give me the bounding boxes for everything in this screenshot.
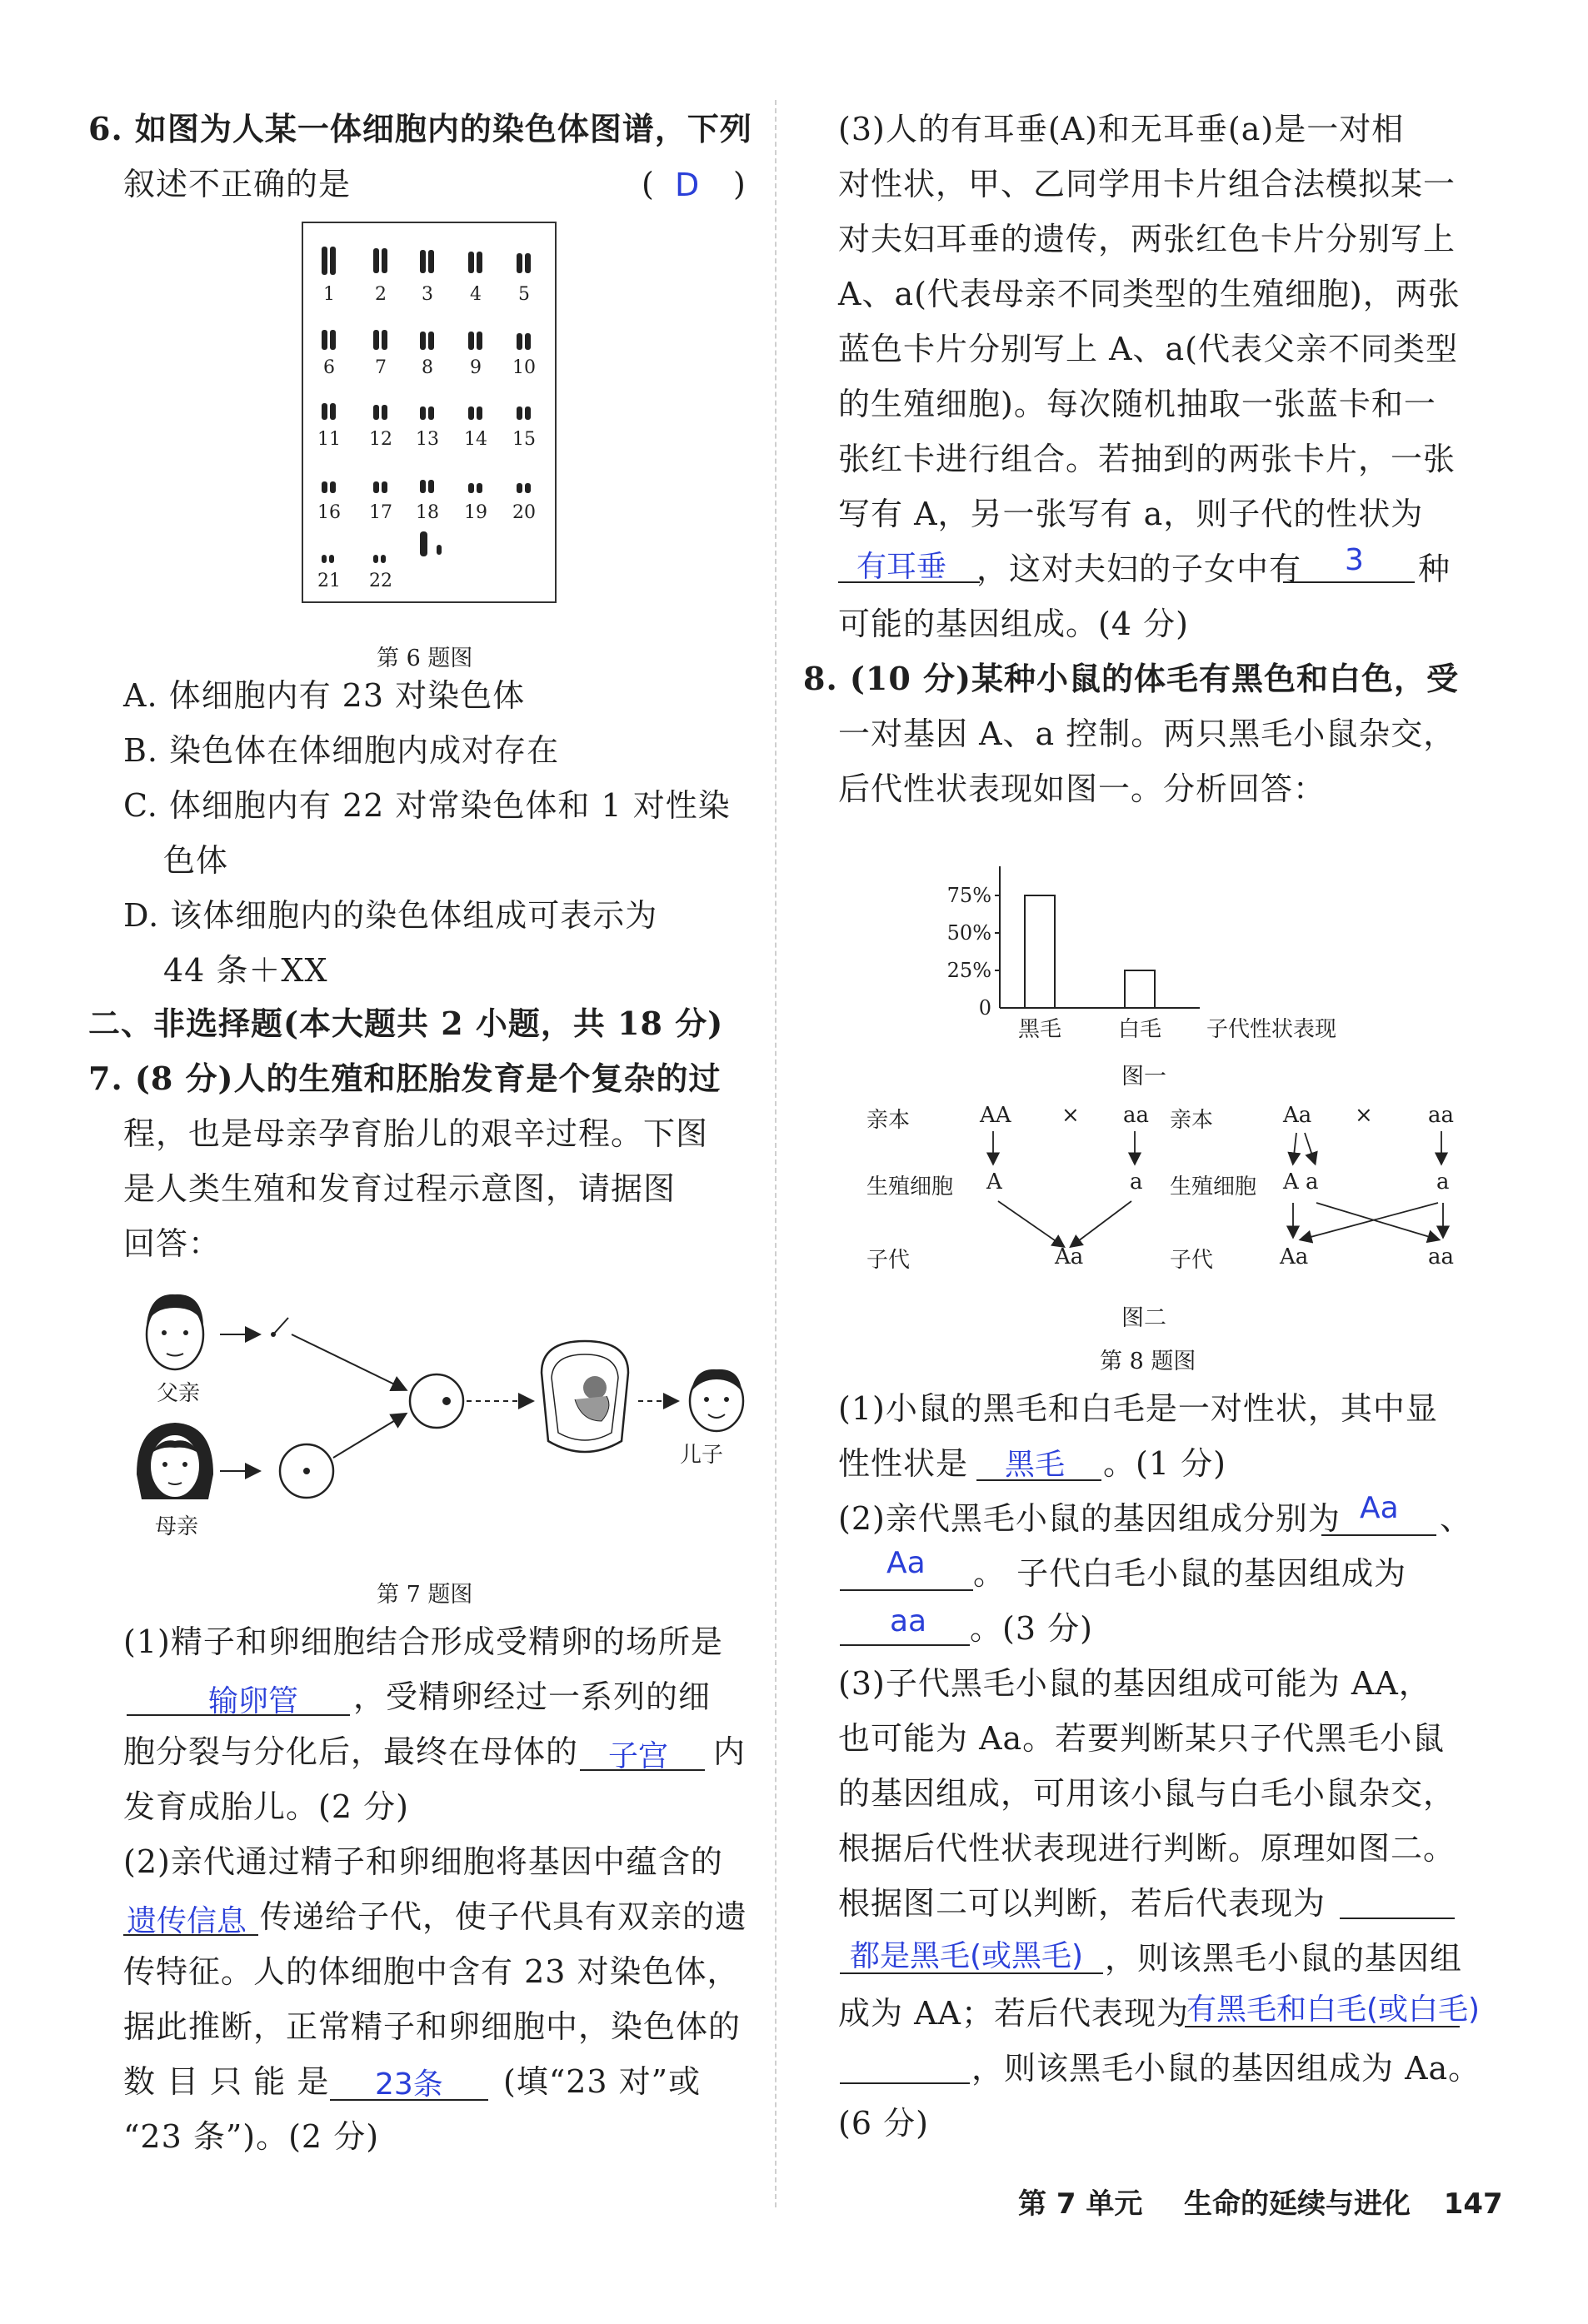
- son-label: 儿子: [680, 1443, 724, 1468]
- q7-part2-answer2: 23条: [375, 2067, 443, 2102]
- q7-stem-line4: 回答：: [123, 1225, 222, 1262]
- q7-part2-line4: 据此推断，正常精子和卵细胞中，染色体的: [123, 2008, 742, 2045]
- q8-part3-line4: 根据后代性状表现进行判断。原理如图二。: [838, 1830, 1456, 1867]
- q7-stem-line2: 程，也是母亲孕育胎儿的艰辛过程。下图: [123, 1115, 709, 1152]
- page-footer: [1018, 2181, 1503, 2222]
- q8-part1-answer: 黑毛: [1005, 1448, 1066, 1482]
- q8-part3-line6: ，则该黑毛小鼠的基因组: [1105, 1940, 1463, 1977]
- y-tick-label: 25%: [946, 959, 991, 982]
- karyotype-label: 4: [470, 284, 482, 305]
- q8-stem-line3: 后代性状表现如图一。分析回答：: [838, 771, 1326, 807]
- q7-part3-line8: 写有 A，另一张写有 a，则子代的性状为: [838, 496, 1424, 532]
- q6-stem-line1: 6. 如图为人某一体细胞内的染色体图谱，下列: [88, 110, 752, 147]
- q7-part2-line5b: (填“23 对”或: [503, 2063, 702, 2100]
- q8-part2-line1a: (2)亲代黑毛小鼠的基因组成分别为: [838, 1500, 1341, 1537]
- left-offspring1: Aa: [1055, 1244, 1084, 1269]
- y-tick-label: 75%: [946, 884, 991, 907]
- q7-part1-line2: ，受精卵经过一系列的细: [353, 1678, 712, 1715]
- q7-part1-line4: 发育成胎儿。(2 分): [123, 1788, 409, 1825]
- q8-part2-line2: 。 子代白毛小鼠的基因组成为: [973, 1555, 1407, 1592]
- q8-part2-answer2: Aa: [886, 1546, 926, 1580]
- x-axis-label: 子代性状表现: [1206, 1017, 1337, 1042]
- right-parent1: Aa: [1283, 1103, 1312, 1128]
- q8-part2-answer3: aa: [890, 1604, 927, 1638]
- right-parent2: aa: [1428, 1103, 1455, 1128]
- q8-part3-line2: 也可能为 Aa。若要判断某只子代黑毛小鼠: [838, 1720, 1446, 1757]
- q7-part2-line5a: 数 目 只 能 是: [123, 2063, 330, 2100]
- q8-part2-line3: 。(3 分): [970, 1610, 1093, 1647]
- q8-part2-answer1: Aa: [1360, 1491, 1399, 1525]
- q7-part1-answer1: 输卵管: [208, 1684, 299, 1718]
- karyotype-label: 9: [470, 357, 482, 378]
- bar: [1125, 970, 1155, 1008]
- left-gamete-label: 生殖细胞: [866, 1174, 954, 1199]
- q7-part3-line6: 的生殖细胞)。每次随机抽取一张蓝卡和一: [838, 386, 1436, 422]
- karyotype-label: 12: [369, 429, 392, 450]
- y-tick-label: 0: [978, 996, 991, 1020]
- father-face-icon: [147, 1294, 203, 1369]
- uterus-fetus-icon: [542, 1341, 628, 1452]
- q6-paren-close: ): [733, 166, 747, 202]
- q8-part3-blank2a: [1185, 2026, 1460, 2027]
- figure2-caption: 图二: [1121, 1305, 1166, 1331]
- q8-part2-blank1: [1321, 1534, 1436, 1536]
- q8-part3-line3: 的基因组成，可用该小鼠与白毛小鼠杂交，: [838, 1775, 1456, 1812]
- q8-part1-line1: (1)小鼠的黑毛和白毛是一对性状，其中显: [838, 1390, 1438, 1427]
- q7-part3-blank2: [1283, 581, 1415, 583]
- q7-part2-blank1: [123, 1934, 258, 1936]
- q7-part3-line7: 张红卡进行组合。若抽到的两张卡片，一张: [838, 441, 1456, 477]
- egg-cell-icon: [280, 1444, 333, 1498]
- karyotype-label: 7: [375, 357, 387, 378]
- x-category-label: 黑毛: [1017, 1017, 1062, 1042]
- q8-part2-blank2: [840, 1589, 973, 1591]
- q7-stem-line1: 7. (8 分)人的生殖和胚胎发育是个复杂的过: [88, 1060, 722, 1097]
- q8-part1-line2b: 。(1 分): [1103, 1445, 1226, 1482]
- karyotype-figure: [302, 222, 557, 603]
- karyotype-label: 1: [323, 284, 335, 305]
- q8-part3-blank2b: [840, 2082, 970, 2084]
- q7-part2-line2: 传递给子代，使子代具有双亲的遗: [260, 1898, 748, 1935]
- reproduction-diagram: [125, 1274, 758, 1549]
- q7-part1-answer2: 子宫: [608, 1739, 669, 1773]
- mother-face-icon: [137, 1423, 213, 1499]
- q8-part3-line8: ，则该黑毛小鼠的基因组成为 Aa。: [971, 2050, 1481, 2087]
- right-offspring-label: 子代: [1170, 1248, 1214, 1273]
- q8-part3-blank1b: [840, 1972, 1103, 1974]
- right-gamete-label: 生殖细胞: [1170, 1174, 1257, 1199]
- right-parent-label: 亲本: [1170, 1108, 1214, 1133]
- q8-stem-line1: 8. (10 分)某种小鼠的体毛有黑色和白色，受: [803, 660, 1459, 697]
- q7-part1-line3b: 内: [713, 1733, 747, 1770]
- footer-unit: 第 7 单元: [1018, 2187, 1143, 2221]
- left-offspring-label: 子代: [866, 1248, 911, 1273]
- karyotype-label: 22: [369, 571, 392, 591]
- q7-part3-answer1: 有耳垂: [856, 550, 947, 584]
- x-category-label: 白毛: [1117, 1017, 1162, 1042]
- figure1-caption: 图一: [1121, 1064, 1166, 1090]
- q6-option-d-line2: 44 条＋XX: [163, 952, 328, 989]
- sperm-icon: [271, 1318, 288, 1337]
- q7-part3-line9b: 种: [1418, 551, 1451, 587]
- q8-part1-line2a: 性性状是: [838, 1445, 969, 1482]
- q7-part3-line10: 可能的基因组成。(4 分): [838, 606, 1189, 642]
- karyotype-label: 17: [369, 502, 392, 523]
- q6-answer: D: [675, 167, 700, 203]
- karyotype-chromosomes: [303, 223, 555, 601]
- q6-figure-caption: 第 6 题图: [377, 646, 473, 671]
- q7-part3-line2: 对性状，甲、乙同学用卡片组合法模拟某一: [838, 166, 1456, 202]
- q7-figure-caption: 第 7 题图: [377, 1582, 473, 1608]
- q6-option-c-line1: C. 体细胞内有 22 对常染色体和 1 对性染: [123, 787, 731, 824]
- karyotype-label: 2: [375, 284, 387, 305]
- karyotype-label: 6: [323, 357, 335, 378]
- karyotype-label: 3: [422, 284, 433, 305]
- q8-part3-line5: 根据图二可以判断，若后代表现为: [838, 1885, 1326, 1922]
- left-parent1: AA: [980, 1103, 1011, 1128]
- right-offspring1: Aa: [1280, 1244, 1309, 1269]
- right-cross-symbol: ×: [1355, 1103, 1373, 1128]
- q8-part3-line9: (6 分): [838, 2105, 929, 2142]
- section-2-heading: 二、非选择题(本大题共 2 小题，共 18 分): [88, 1005, 724, 1042]
- karyotype-label: 20: [512, 502, 536, 523]
- footer-page-number: 147: [1443, 2187, 1503, 2221]
- q6-option-a: A. 体细胞内有 23 对染色体: [123, 677, 526, 714]
- q6-option-d-line1: D. 该体细胞内的染色体组成可表示为: [123, 897, 658, 934]
- son-face-icon: [690, 1369, 743, 1431]
- reproduction-diagram-svg: [125, 1274, 758, 1549]
- q7-part2-line3: 传特征。人的体细胞中含有 23 对染色体，: [123, 1953, 740, 1990]
- left-gamete1: A: [986, 1169, 1002, 1194]
- karyotype-label: 10: [512, 357, 536, 378]
- q8-part2-blank3: [840, 1644, 970, 1646]
- q7-part3-line9a: ，这对夫妇的子女中有: [976, 551, 1302, 587]
- q8-part3-answer2: 有黑毛和白毛(或白毛): [1186, 1992, 1481, 2027]
- q8-figure-caption: 第 8 题图: [1100, 1349, 1196, 1374]
- mother-label: 母亲: [155, 1514, 199, 1539]
- karyotype-label: 8: [422, 357, 433, 378]
- q6-option-b: B. 染色体在体细胞内成对存在: [123, 732, 560, 769]
- karyotype-label: 19: [464, 502, 487, 523]
- right-gamete2: a: [1436, 1169, 1450, 1194]
- karyotype-label: 18: [416, 502, 439, 523]
- q6-paren-open: (: [642, 166, 655, 202]
- karyotype-label: 15: [512, 429, 536, 450]
- column-divider: [775, 100, 777, 2207]
- q6-stem-line2: 叙述不正确的是: [123, 166, 352, 202]
- q8-part3-line7: 成为 AA；若后代表现为: [838, 1995, 1189, 2032]
- cross-diagram: [866, 1100, 1500, 1291]
- q8-part3-blank1a: [1340, 1918, 1455, 1919]
- q7-part3-answer2: 3: [1345, 543, 1364, 577]
- left-cross-symbol: ×: [1061, 1103, 1080, 1128]
- q7-part3-line4: A、a(代表母亲不同类型的生殖细胞)，两张: [838, 276, 1461, 312]
- zygote-icon: [410, 1374, 463, 1428]
- footer-title: 生命的延续与进化: [1184, 2187, 1411, 2221]
- karyotype-label: 21: [317, 571, 341, 591]
- q7-part2-answer1: 遗传信息: [127, 1904, 247, 1938]
- karyotype-label: 16: [317, 502, 341, 523]
- q7-part1-line1: (1)精子和卵细胞结合形成受精卵的场所是: [123, 1623, 723, 1660]
- karyotype-label: 5: [518, 284, 530, 305]
- y-tick-label: 50%: [946, 921, 991, 945]
- q7-stem-line3: 是人类生殖和发育过程示意图，请据图: [123, 1170, 677, 1207]
- q7-part3-line1: (3)人的有耳垂(A)和无耳垂(a)是一对相: [838, 111, 1405, 147]
- q8-part3-answer1: 都是黑毛(或黑毛): [850, 1939, 1084, 1973]
- q8-part3-line1: (3)子代黑毛小鼠的基因组成可能为 AA，: [838, 1665, 1431, 1702]
- q8-part2-line1b: 、: [1440, 1500, 1473, 1537]
- q8-stem-line2: 一对基因 A、a 控制。两只黑毛小鼠杂交，: [838, 716, 1456, 752]
- offspring-bar-chart: [925, 841, 1425, 1058]
- q7-part2-line1: (2)亲代通过精子和卵细胞将基因中蕴含的: [123, 1843, 723, 1880]
- q7-part1-line3a: 胞分裂与分化后，最终在母体的: [123, 1733, 579, 1770]
- left-gamete2: a: [1130, 1169, 1143, 1194]
- bar: [1025, 895, 1055, 1008]
- right-gamete1: A a: [1283, 1169, 1319, 1194]
- karyotype-label: 13: [416, 429, 439, 450]
- left-parent2: aa: [1123, 1103, 1150, 1128]
- father-label: 父亲: [157, 1381, 201, 1406]
- karyotype-label: 11: [317, 429, 341, 450]
- q6-option-c-line2: 色体: [163, 842, 229, 879]
- q7-part2-line6: “23 条”)。(2 分): [123, 2118, 380, 2155]
- karyotype-label: 14: [464, 429, 487, 450]
- q7-part3-line3: 对夫妇耳垂的遗传，两张红色卡片分别写上: [838, 221, 1456, 257]
- q7-part3-line5: 蓝色卡片分别写上 A、a(代表父亲不同类型: [838, 331, 1459, 367]
- right-offspring2: aa: [1428, 1244, 1455, 1269]
- left-parent-label: 亲本: [866, 1108, 911, 1133]
